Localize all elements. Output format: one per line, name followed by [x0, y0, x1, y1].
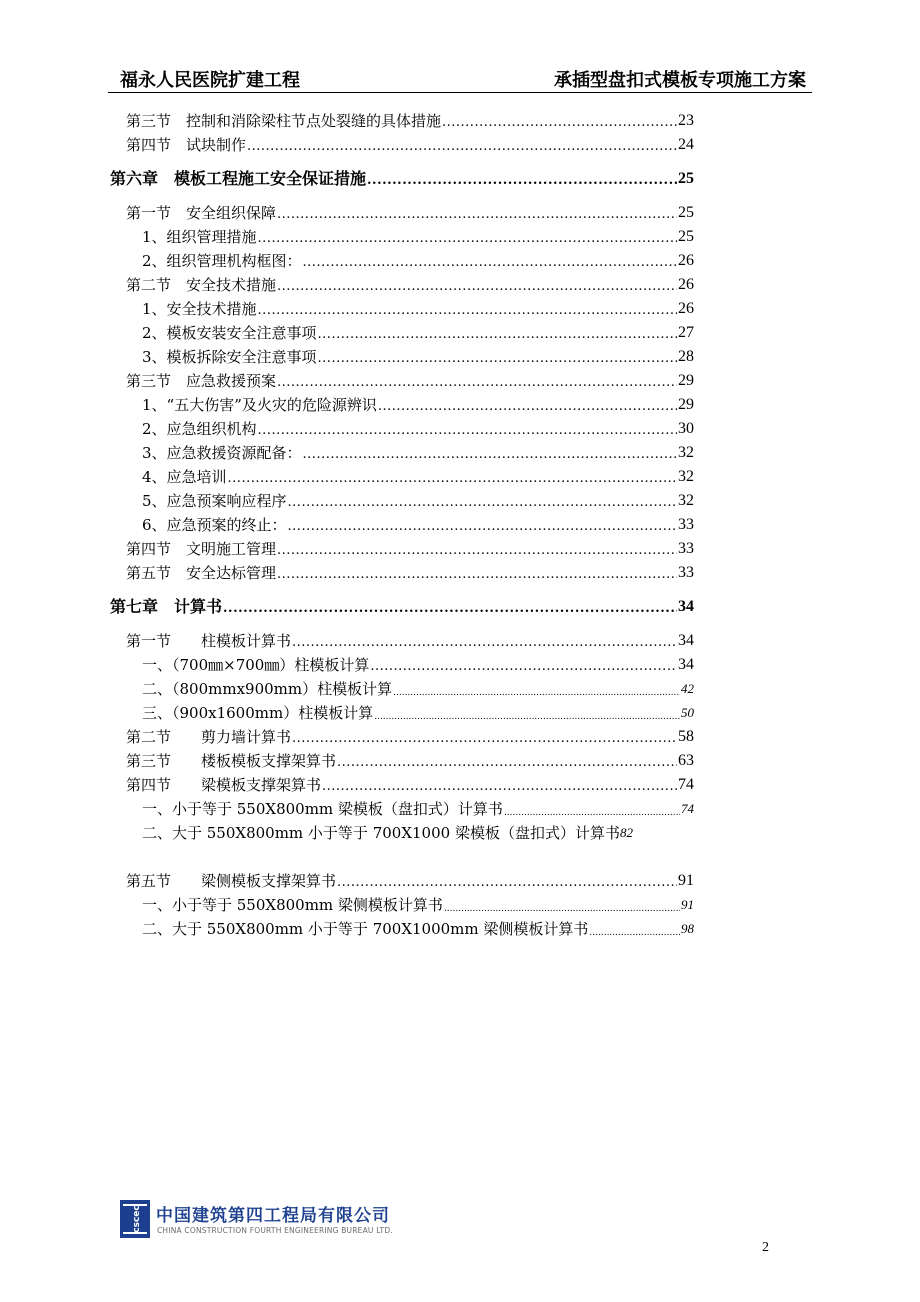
- toc-entry[interactable]: 第二节 剪力墙计算书 ..... 58: [126, 726, 694, 748]
- toc-chapter[interactable]: 第七章 计算书 ..... 34: [110, 596, 694, 618]
- toc-entry[interactable]: 二、大于 550X800mm 小于等于 700X1000mm 梁侧模板计算书 ..... 98: [142, 918, 694, 940]
- dot-leader: [277, 278, 677, 296]
- dot-leader: [288, 494, 677, 512]
- dot-leader: [228, 470, 677, 488]
- toc-entry[interactable]: 4、应急培训 ..... 32: [142, 466, 694, 488]
- header-divider: [108, 92, 812, 93]
- dot-leader: [322, 778, 677, 796]
- dot-leader: [277, 566, 677, 584]
- dot-leader: [504, 806, 680, 820]
- document-title: 承插型盘扣式模板专项施工方案: [554, 70, 806, 91]
- toc-entry[interactable]: 三、（900x1600mm）柱模板计算 ..... 50: [142, 702, 694, 724]
- company-name-cn: 中国建筑第四工程局有限公司: [156, 1206, 390, 1226]
- dot-leader: [589, 926, 680, 940]
- page-header: [108, 64, 812, 92]
- dot-leader: [393, 686, 680, 700]
- toc-entry[interactable]: 第五节 安全达标管理 ..... 33: [126, 562, 694, 584]
- cscec-logo-icon: [120, 1200, 150, 1238]
- dot-leader: [318, 350, 677, 368]
- dot-leader: [303, 446, 677, 464]
- project-name: 福永人民医院扩建工程: [120, 70, 300, 91]
- toc-entry[interactable]: 第五节 梁侧模板支撑架算书 ..... 91: [126, 870, 694, 892]
- toc-entry[interactable]: 一、（700㎜×700㎜）柱模板计算 ..... 34: [142, 654, 694, 676]
- dot-leader: [277, 542, 677, 560]
- dot-leader: [277, 206, 677, 224]
- toc-entry[interactable]: 一、小于等于 550X800mm 梁模板（盘扣式）计算书 ..... 74: [142, 798, 694, 820]
- toc-entry[interactable]: 第三节 应急救援预案 ..... 29: [126, 370, 694, 392]
- dot-leader: [337, 754, 677, 772]
- dot-leader: [292, 730, 677, 748]
- toc-entry[interactable]: 2、组织管理机构框图： ..... 26: [142, 250, 694, 272]
- toc-entry[interactable]: 二、大于 550X800mm 小于等于 700X1000 梁模板（盘扣式）计算书 82: [142, 824, 633, 842]
- company-logo: [120, 1198, 410, 1244]
- dot-leader: [318, 326, 677, 344]
- dot-leader: [277, 374, 677, 392]
- dot-leader: [288, 518, 677, 536]
- page-number: 2: [762, 1240, 769, 1255]
- dot-leader: [442, 114, 677, 132]
- toc-entry[interactable]: 1、安全技术措施 ..... 26: [142, 298, 694, 320]
- dot-leader: [444, 902, 680, 916]
- toc-entry[interactable]: 第三节 控制和消除梁柱节点处裂缝的具体措施 ..... 23: [126, 110, 694, 132]
- dot-leader: [258, 422, 677, 440]
- dot-leader: [258, 302, 677, 320]
- dot-leader: [370, 658, 677, 676]
- toc-entry[interactable]: 第四节 文明施工管理 ..... 33: [126, 538, 694, 560]
- toc-entry[interactable]: 5、应急预案响应程序 ..... 32: [142, 490, 694, 512]
- toc-entry[interactable]: 3、模板拆除安全注意事项 ..... 28: [142, 346, 694, 368]
- dot-leader: [367, 172, 677, 190]
- toc-entry[interactable]: 第四节 试块制作 ..... 24: [126, 134, 694, 156]
- toc-entry[interactable]: 1、“五大伤害”及火灾的危险源辨识 ..... 29: [142, 394, 694, 416]
- toc-entry[interactable]: 一、小于等于 550X800mm 梁侧模板计算书 ..... 91: [142, 894, 694, 916]
- toc-entry[interactable]: 6、应急预案的终止： ..... 33: [142, 514, 694, 536]
- dot-leader: [223, 600, 677, 618]
- toc-entry[interactable]: 2、模板安装安全注意事项 ..... 27: [142, 322, 694, 344]
- toc-entry[interactable]: 2、应急组织机构 ..... 30: [142, 418, 694, 440]
- toc-entry[interactable]: 第二节 安全技术措施 ..... 26: [126, 274, 694, 296]
- toc-entry[interactable]: 第三节 楼板模板支撑架算书 ..... 63: [126, 750, 694, 772]
- company-name-en: CHINA CONSTRUCTION FOURTH ENGINEERING BUREAU LTD.: [157, 1226, 393, 1235]
- toc-entry[interactable]: 第一节 安全组织保障 ..... 25: [126, 202, 694, 224]
- dot-leader: [292, 634, 677, 652]
- logo-mark-text: cscec: [132, 1205, 142, 1233]
- toc-entry[interactable]: 1、组织管理措施 ..... 25: [142, 226, 694, 248]
- toc-entry[interactable]: 第一节 柱模板计算书 ..... 34: [126, 630, 694, 652]
- dot-leader: [337, 874, 677, 892]
- dot-leader: [378, 398, 677, 416]
- toc-entry[interactable]: 3、应急救援资源配备： ..... 32: [142, 442, 694, 464]
- dot-leader: [374, 710, 680, 724]
- toc-entry[interactable]: 第四节 梁模板支撑架算书 ..... 74: [126, 774, 694, 796]
- dot-leader: [247, 138, 677, 156]
- dot-leader: [303, 254, 677, 272]
- dot-leader: [258, 230, 677, 248]
- toc-entry[interactable]: 二、（800mmx900mm）柱模板计算 ..... 42: [142, 678, 694, 700]
- toc-chapter[interactable]: 第六章 模板工程施工安全保证措施 ..... 25: [110, 168, 694, 190]
